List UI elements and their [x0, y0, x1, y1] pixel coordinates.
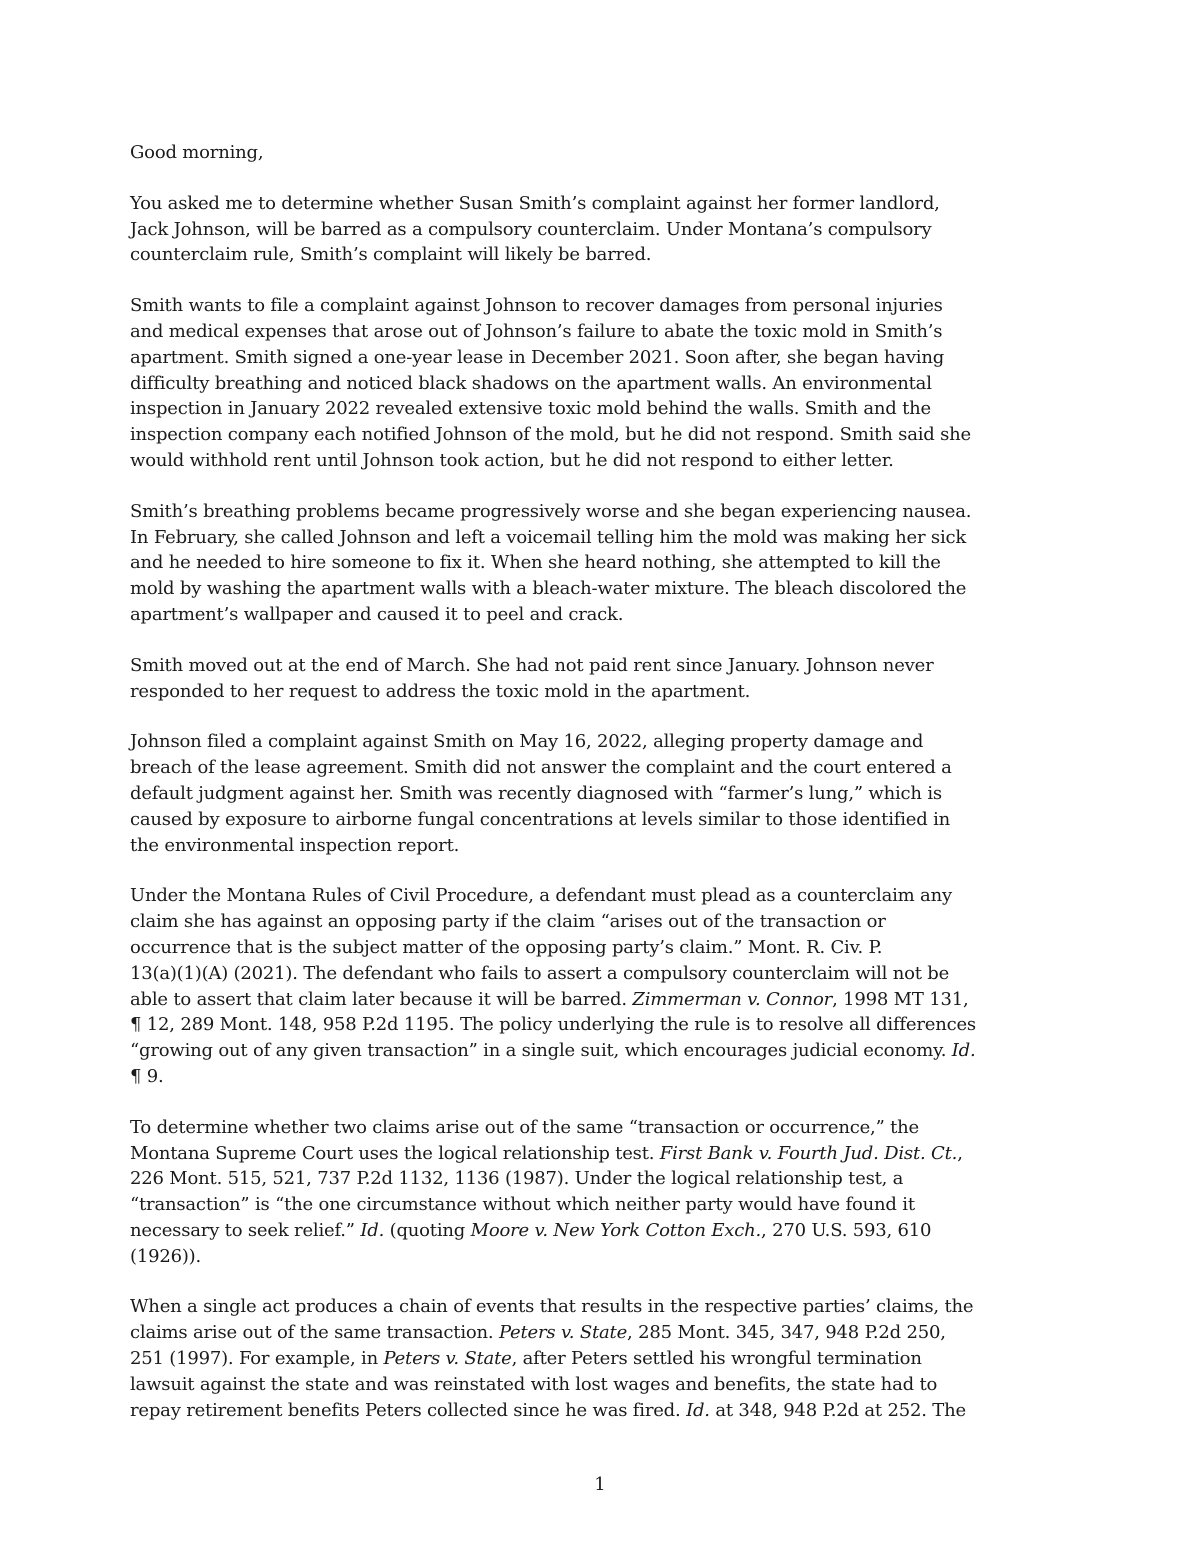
text-segment: ,	[957, 1142, 963, 1164]
text-line: ¶ 12, 289 Mont. 148, 958 P.2d 1195. The policy underlying the rule is to resolve all differences	[130, 1014, 976, 1036]
paragraph-list	[130, 191, 1075, 1424]
page-number: 1	[594, 1474, 606, 1495]
text-line: “transaction” is “the one circumstance without which neither party would have found it	[130, 1194, 915, 1216]
text-line	[130, 1320, 1075, 1346]
text-line: the environmental inspection report.	[130, 834, 460, 856]
text-line: default judgment against her. Smith was recently diagnosed with “farmer’s lung,” which is	[130, 782, 942, 804]
text-line: and medical expenses that arose out of Johnson’s failure to abate the toxic mold in Smith’s	[130, 320, 943, 342]
text-line: 226 Mont. 515, 521, 737 P.2d 1132, 1136 (1987). Under the logical relationship test, a	[130, 1168, 904, 1190]
text-segment: at 348, 948 P.2d at 252. The	[709, 1399, 966, 1421]
text-line	[130, 1038, 1075, 1064]
paragraph	[130, 653, 1075, 705]
text-line: apartment’s wallpaper and caused it to peel and crack.	[130, 603, 624, 625]
text-line: would withhold rent until Johnson took action, but he did not respond to either letter.	[130, 449, 894, 471]
citation-italic: Zimmerman v. Connor	[632, 988, 833, 1010]
citation-italic: Peters v. State	[498, 1322, 628, 1344]
text-segment: (quoting	[384, 1219, 471, 1241]
text-line: responded to her request to address the toxic mold in the apartment.	[130, 680, 751, 702]
text-line: claim she has against an opposing party if the claim “arises out of the transaction or	[130, 911, 886, 933]
paragraph	[130, 883, 1075, 1089]
text-line: mold by washing the apartment walls with a bleach-water mixture. The bleach discolored the	[130, 578, 967, 600]
citation-italic: Id.	[951, 1040, 976, 1062]
text-line: 13(a)(1)(A) (2021). The defendant who fails to assert a compulsory counterclaim will not be	[130, 962, 950, 984]
text-line: difficulty breathing and noticed black shadows on the apartment walls. An environmental	[130, 372, 932, 394]
paragraph	[130, 191, 1075, 268]
text-line: counterclaim rule, Smith’s complaint will likely be barred.	[130, 244, 652, 266]
text-line: When a single act produces a chain of events that results in the respective parties’ claims, the	[130, 1296, 974, 1318]
text-line: caused by exposure to airborne fungal concentrations at levels similar to those identified in	[130, 808, 951, 830]
text-line: Johnson filed a complaint against Smith on May 16, 2022, alleging property damage and	[130, 731, 924, 753]
memo-body	[130, 140, 1075, 1448]
text-line: breach of the lease agreement. Smith did not answer the complaint and the court entered a	[130, 757, 952, 779]
text-line	[130, 1141, 1075, 1167]
text-line: lawsuit against the state and was reinstated with lost wages and benefits, the state had to	[130, 1373, 938, 1395]
text-line: In February, she called Johnson and left a voicemail telling him the mold was making her sick	[130, 526, 967, 548]
text-line: (1926)).	[130, 1245, 201, 1267]
paragraph	[130, 1294, 1075, 1423]
text-segment: claims arise out of the same transaction.	[130, 1322, 499, 1344]
text-line	[130, 987, 1075, 1013]
text-segment: repay retirement benefits Peters collected since he was fired.	[130, 1399, 687, 1421]
text-segment: Montana Supreme Court uses the logical relationship test.	[130, 1142, 660, 1164]
text-segment: , 1998 MT 131,	[832, 988, 969, 1010]
greeting: Good morning,	[130, 142, 264, 163]
paragraph	[130, 729, 1075, 858]
text-line: inspection in January 2022 revealed extensive toxic mold behind the walls. Smith and the	[130, 398, 931, 420]
text-line: Smith’s breathing problems became progressively worse and she began experiencing nausea.	[130, 500, 972, 522]
text-line: apartment. Smith signed a one-year lease in December 2021. Soon after, she began having	[130, 346, 945, 368]
text-line: and he needed to hire someone to fix it. When she heard nothing, she attempted to kill the	[130, 552, 941, 574]
text-line: You asked me to determine whether Susan Smith’s complaint against her former landlord,	[130, 192, 940, 214]
text-line: To determine whether two claims arise out of the same “transaction or occurrence,” the	[130, 1116, 919, 1138]
text-line	[130, 1218, 1075, 1244]
text-segment: , after Peters settled his wrongful termination	[511, 1348, 922, 1370]
text-line: Under the Montana Rules of Civil Procedure, a defendant must plead as a counterclaim any	[130, 885, 952, 907]
citation-italic: Peters v. State	[383, 1348, 512, 1370]
text-line: inspection company each notified Johnson of the mold, but he did not respond. Smith said she	[130, 424, 972, 446]
text-segment: , 285 Mont. 345, 347, 948 P.2d 250,	[627, 1322, 946, 1344]
text-segment: necessary to seek relief.”	[130, 1219, 361, 1241]
text-line	[130, 1346, 1075, 1372]
text-line: ¶ 9.	[130, 1065, 164, 1087]
text-segment: 251 (1997). For example, in	[130, 1348, 384, 1370]
text-line	[130, 1398, 1075, 1424]
text-line: Jack Johnson, will be barred as a compulsory counterclaim. Under Montana’s compulsory	[130, 218, 932, 240]
text-line: Smith wants to file a complaint against Johnson to recover damages from personal injuries	[130, 295, 943, 317]
paragraph	[130, 293, 1075, 474]
text-line: Smith moved out at the end of March. She had not paid rent since January. Johnson never	[130, 654, 934, 676]
text-segment: “growing out of any given transaction” in a single suit, which encourages judicial economy.	[130, 1040, 952, 1062]
citation-italic: Moore v. New York Cotton Exch.	[470, 1219, 762, 1241]
citation-italic: Id.	[360, 1219, 385, 1241]
text-segment: , 270 U.S. 593, 610	[761, 1219, 932, 1241]
paragraph	[130, 499, 1075, 628]
text-segment: able to assert that claim later because it will be barred.	[130, 988, 633, 1010]
text-line: occurrence that is the subject matter of the opposing party’s claim.” Mont. R. Civ. P.	[130, 936, 883, 958]
citation-italic: Id.	[686, 1399, 710, 1421]
paragraph	[130, 1115, 1075, 1270]
citation-italic: First Bank v. Fourth Jud. Dist. Ct.	[659, 1142, 958, 1164]
